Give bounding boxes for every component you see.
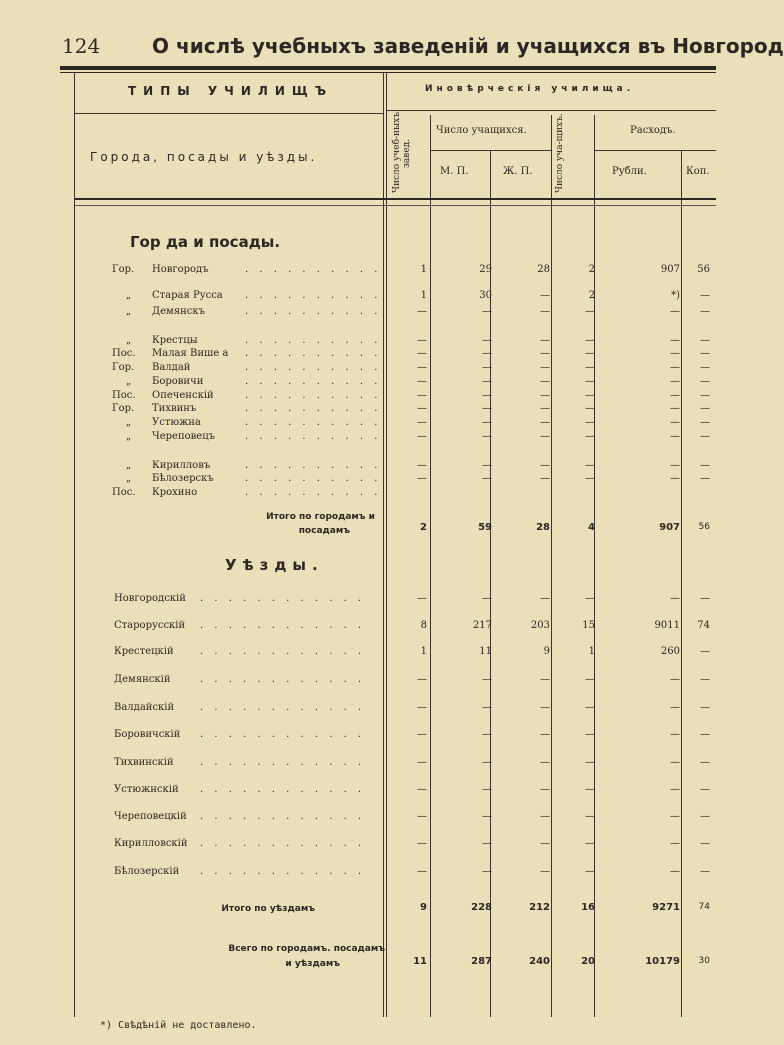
cell: 9011 [654, 620, 680, 631]
cell: 28 [537, 264, 550, 275]
group-header: Иновѣрческія училища. [425, 84, 635, 94]
column-divider [681, 150, 682, 1017]
row-name: Демянскъ [152, 306, 206, 317]
cell: — [482, 729, 492, 740]
cell: — [540, 729, 550, 740]
col-rubles-header: Рубли. [612, 166, 647, 177]
row-prefix: Гор. [112, 403, 135, 414]
row-prefix: Пос. [112, 390, 136, 401]
cell: — [585, 348, 595, 359]
cell: — [585, 376, 595, 387]
cell: — [540, 376, 550, 387]
section-towns-title: Гор да и посады. [130, 233, 281, 251]
cell: — [540, 431, 550, 442]
row-name: Крестцы [152, 335, 198, 346]
leader-dots: . . . . . . . . . . . . [200, 784, 366, 795]
column-divider [594, 115, 595, 1017]
cell: — [700, 417, 710, 428]
table-row [0, 376, 716, 390]
uezd-total-row [0, 902, 716, 916]
leader-dots: . . . . . . . . . . [245, 473, 382, 484]
cell: — [540, 403, 550, 414]
row-name: Череповецъ [152, 431, 215, 442]
cell: 1 [420, 264, 427, 275]
table-row [0, 811, 716, 825]
cell: 20 [581, 956, 595, 967]
row-prefix: „ [126, 290, 132, 301]
table-row [0, 264, 716, 278]
row-name: Крохино [152, 487, 198, 498]
cell: — [417, 431, 427, 442]
cell: 11 [413, 956, 427, 967]
cell: 28 [536, 522, 550, 533]
cell: — [482, 376, 492, 387]
leader-dots: . . . . . . . . . . [245, 264, 382, 275]
cell: *) [671, 290, 680, 301]
table-row [0, 473, 716, 487]
uezd-total-label: Итого по уѣздамъ [221, 904, 315, 914]
cell: 56 [698, 522, 710, 532]
cell: — [417, 417, 427, 428]
cell: 15 [582, 620, 595, 631]
cell: — [482, 838, 492, 849]
cell: — [670, 417, 680, 428]
cell: — [417, 390, 427, 401]
leader-dots: . . . . . . . . . . . . [200, 702, 366, 713]
cell: — [670, 403, 680, 414]
table-row [0, 417, 716, 431]
cell: 1 [420, 290, 427, 301]
table-row [0, 335, 716, 349]
cell: — [540, 757, 550, 768]
cell: 217 [472, 620, 492, 631]
grand-total-row [0, 956, 716, 970]
cell: — [585, 866, 595, 877]
row-prefix: „ [126, 335, 132, 346]
row-name: Старая Русса [152, 290, 223, 301]
row-prefix: „ [126, 431, 132, 442]
cell: — [585, 757, 595, 768]
cell: — [540, 784, 550, 795]
table-row [0, 403, 716, 417]
cell: — [540, 593, 550, 604]
cell: 8 [420, 620, 427, 631]
row-name: Бѣлозерскій [114, 866, 180, 877]
col-teachers-header: Число уча-щихъ. [555, 113, 565, 193]
cell: — [670, 348, 680, 359]
cell: 260 [660, 646, 680, 657]
cell: — [540, 811, 550, 822]
table-row [0, 390, 716, 404]
cell: — [700, 811, 710, 822]
cell: — [417, 784, 427, 795]
cell: — [670, 390, 680, 401]
row-name: Старорусскій [114, 620, 186, 631]
cell: 1 [588, 646, 595, 657]
col-schools-header: Число учеб-ныхъ завед. [392, 112, 412, 194]
cell: — [700, 348, 710, 359]
cell: — [540, 674, 550, 685]
cell: — [585, 473, 595, 484]
header-bottom-rule [75, 198, 716, 200]
table-row [0, 290, 716, 304]
section-uezds-title: Уѣзды. [225, 556, 324, 574]
cell: 203 [530, 620, 550, 631]
cell: 907 [660, 264, 680, 275]
table-row [0, 431, 716, 445]
cell: — [482, 335, 492, 346]
cell: — [700, 784, 710, 795]
cell: — [670, 784, 680, 795]
cell: — [585, 390, 595, 401]
table-row [0, 702, 716, 716]
row-name: Демянскій [114, 674, 171, 685]
table-row [0, 646, 716, 660]
cell: — [670, 702, 680, 713]
row-prefix: Гор. [112, 362, 135, 373]
cell: — [700, 473, 710, 484]
cell: — [700, 431, 710, 442]
row-prefix: Пос. [112, 348, 136, 359]
cell: — [417, 702, 427, 713]
cell: 4 [588, 522, 595, 533]
cell: — [417, 306, 427, 317]
cell: 10179 [645, 956, 680, 967]
row-prefix: „ [126, 460, 132, 471]
cell: — [585, 431, 595, 442]
cell: 9271 [652, 902, 680, 913]
header-rule [594, 150, 716, 151]
leader-dots: . . . . . . . . . . [245, 431, 382, 442]
column-divider [430, 115, 431, 1017]
cell: — [482, 784, 492, 795]
col-kop-header: Коп. [686, 166, 710, 177]
table-row [0, 674, 716, 688]
leader-dots: . . . . . . . . . . [245, 390, 382, 401]
cell: — [540, 417, 550, 428]
cell: — [700, 674, 710, 685]
cell: — [670, 335, 680, 346]
leader-dots: . . . . . . . . . . [245, 362, 382, 373]
cell: 9 [420, 902, 427, 913]
table-row [0, 729, 716, 743]
cell: — [540, 838, 550, 849]
page-title: О числѣ учебныхъ заведеній и учащихся въ Новгород [152, 34, 784, 58]
cell: — [540, 866, 550, 877]
row-name: Устюжнскій [114, 784, 179, 795]
cell: — [700, 460, 710, 471]
cell: — [540, 335, 550, 346]
table-row [0, 487, 716, 501]
row-name: Устюжна [152, 417, 201, 428]
cell: 74 [698, 902, 710, 912]
cell: — [700, 838, 710, 849]
cell: 228 [471, 902, 492, 913]
cell: — [585, 335, 595, 346]
leader-dots: . . . . . . . . . . [245, 306, 382, 317]
cell: — [585, 729, 595, 740]
cell: 29 [479, 264, 492, 275]
cell: — [700, 757, 710, 768]
cell: — [585, 306, 595, 317]
cell: — [417, 335, 427, 346]
cell: — [670, 593, 680, 604]
cell: 9 [543, 646, 550, 657]
cell: 56 [697, 264, 710, 275]
leader-dots: . . . . . . . . . . [245, 417, 382, 428]
cell: — [670, 376, 680, 387]
cell: 287 [471, 956, 492, 967]
cell: — [482, 403, 492, 414]
row-name: Череповецкій [114, 811, 187, 822]
cell: — [585, 811, 595, 822]
town-total-label-2: посадамъ [298, 526, 350, 536]
leader-dots: . . . . . . . . . . . . [200, 838, 366, 849]
row-name: Тихвинъ [152, 403, 197, 414]
cell: — [417, 460, 427, 471]
top-rule [60, 66, 716, 70]
cell: — [417, 729, 427, 740]
cell: 2 [420, 522, 427, 533]
row-name: Валдай [152, 362, 191, 373]
cell: — [417, 362, 427, 373]
row-prefix: „ [126, 473, 132, 484]
cell: — [482, 866, 492, 877]
grand-total-label-2: и уѣздамъ [285, 959, 340, 969]
row-name: Тихвинскій [114, 757, 174, 768]
leader-dots: . . . . . . . . . . . . [200, 646, 366, 657]
cell: — [670, 362, 680, 373]
cell: — [670, 473, 680, 484]
cell: 907 [659, 522, 680, 533]
row-name: Боровичи [152, 376, 204, 387]
cell: — [540, 348, 550, 359]
header-rule [430, 150, 551, 151]
leader-dots: . . . . . . . . . . [245, 290, 382, 301]
leader-dots: . . . . . . . . . . . . [200, 593, 366, 604]
cell: — [482, 811, 492, 822]
cell: 11 [479, 646, 492, 657]
cell: — [540, 306, 550, 317]
cell: 212 [529, 902, 550, 913]
cell: — [482, 431, 492, 442]
cell: — [540, 473, 550, 484]
table-row [0, 362, 716, 376]
table-row [0, 593, 716, 607]
col-female-header: Ж. П. [503, 166, 533, 177]
cell: — [670, 729, 680, 740]
cell: — [482, 362, 492, 373]
cell: — [670, 306, 680, 317]
table-row [0, 348, 716, 362]
cell: — [482, 473, 492, 484]
table-row [0, 306, 716, 320]
leader-dots: . . . . . . . . . . . . [200, 866, 366, 877]
row-prefix: „ [126, 306, 132, 317]
cell: 30 [698, 956, 710, 966]
top-rule-thin [60, 72, 716, 73]
col-pupils-header: Число учащихся. [436, 125, 527, 136]
cell: — [417, 757, 427, 768]
column-divider [551, 115, 552, 1017]
cell: 2 [588, 290, 595, 301]
cell: — [700, 729, 710, 740]
leader-dots: . . . . . . . . . . [245, 376, 382, 387]
cell: — [482, 417, 492, 428]
cell: — [700, 866, 710, 877]
cell: — [417, 866, 427, 877]
cell: — [670, 757, 680, 768]
town-total-row [0, 522, 716, 536]
row-name: Кирилловъ [152, 460, 211, 471]
cell: — [585, 838, 595, 849]
row-prefix: Пос. [112, 487, 136, 498]
cell: — [540, 362, 550, 373]
cell: — [670, 431, 680, 442]
row-name: Опеченскій [152, 390, 214, 401]
cell: — [670, 674, 680, 685]
cell: — [482, 306, 492, 317]
row-name: Боровичскій [114, 729, 181, 740]
cell: — [540, 702, 550, 713]
cell: — [585, 702, 595, 713]
types-header: ТИПЫ УЧИЛИЩЪ [128, 84, 334, 98]
cell: — [585, 674, 595, 685]
cell: — [417, 811, 427, 822]
leader-dots: . . . . . . . . . . [245, 487, 382, 498]
cell: — [482, 460, 492, 471]
cell: — [417, 593, 427, 604]
table-row [0, 757, 716, 771]
town-total-label-1: Итого по городамъ и [266, 512, 375, 522]
cell: — [540, 290, 550, 301]
row-name: Бѣлозерскъ [152, 473, 214, 484]
cell: 1 [420, 646, 427, 657]
cell: — [540, 390, 550, 401]
row-prefix: „ [126, 417, 132, 428]
cell: — [700, 702, 710, 713]
leader-dots: . . . . . . . . . . [245, 348, 382, 359]
cell: — [700, 362, 710, 373]
cell: — [417, 674, 427, 685]
cell: — [700, 646, 710, 657]
cell: 240 [529, 956, 550, 967]
row-name: Новгородъ [152, 264, 209, 275]
cell: — [700, 306, 710, 317]
row-prefix: „ [126, 376, 132, 387]
column-divider [490, 150, 491, 1017]
row-name: Крестецкій [114, 646, 174, 657]
cell: — [585, 417, 595, 428]
cell: — [670, 866, 680, 877]
cell: — [585, 403, 595, 414]
cell: — [417, 348, 427, 359]
cell: — [670, 838, 680, 849]
table-row [0, 460, 716, 474]
cell: — [670, 460, 680, 471]
cell: — [585, 593, 595, 604]
footnote: *) Свѣдѣній не доставлено. [100, 1020, 257, 1031]
cell: 16 [581, 902, 595, 913]
cell: — [417, 473, 427, 484]
row-prefix: Гор. [112, 264, 135, 275]
header-bottom-rule-thin [75, 205, 716, 206]
cell: — [482, 593, 492, 604]
row-name: Кирилловскій [114, 838, 188, 849]
header-rule [386, 110, 716, 111]
col-male-header: М. П. [440, 166, 469, 177]
cell: — [482, 390, 492, 401]
cell: — [700, 376, 710, 387]
cell: — [482, 348, 492, 359]
cell: — [670, 811, 680, 822]
header-rule [75, 113, 383, 114]
cell: — [585, 460, 595, 471]
leader-dots: . . . . . . . . . . . . [200, 757, 366, 768]
leader-dots: . . . . . . . . . . . . [200, 811, 366, 822]
table-row [0, 838, 716, 852]
row-name: Валдайскій [114, 702, 175, 713]
cell: — [417, 838, 427, 849]
page-number: 124 [62, 34, 101, 58]
cell: — [700, 593, 710, 604]
row-name: Новгородскій [114, 593, 186, 604]
cell: — [540, 460, 550, 471]
table-row [0, 866, 716, 880]
leader-dots: . . . . . . . . . . [245, 403, 382, 414]
cell: 59 [478, 522, 492, 533]
cell: — [482, 702, 492, 713]
col-expense-header: Расходъ. [630, 125, 676, 136]
cell: — [585, 362, 595, 373]
cell: — [700, 403, 710, 414]
leader-dots: . . . . . . . . . . [245, 335, 382, 346]
leader-dots: . . . . . . . . . . . . [200, 620, 366, 631]
cell: 74 [697, 620, 710, 631]
cell: 2 [588, 264, 595, 275]
grand-total-label-1: Всего по городамъ. посадамъ [228, 944, 385, 954]
cell: — [417, 376, 427, 387]
leader-dots: . . . . . . . . . . . . [200, 674, 366, 685]
cell: — [585, 784, 595, 795]
table-row [0, 620, 716, 634]
leader-dots: . . . . . . . . . . . . [200, 729, 366, 740]
table-row [0, 784, 716, 798]
cell: — [482, 674, 492, 685]
places-header: Города, посады и уѣзды. [90, 150, 318, 164]
cell: 30 [479, 290, 492, 301]
cell: — [700, 290, 710, 301]
leader-dots: . . . . . . . . . . [245, 460, 382, 471]
row-name: Малая Више а [152, 348, 229, 359]
cell: — [417, 403, 427, 414]
cell: — [482, 757, 492, 768]
cell: — [700, 335, 710, 346]
cell: — [700, 390, 710, 401]
